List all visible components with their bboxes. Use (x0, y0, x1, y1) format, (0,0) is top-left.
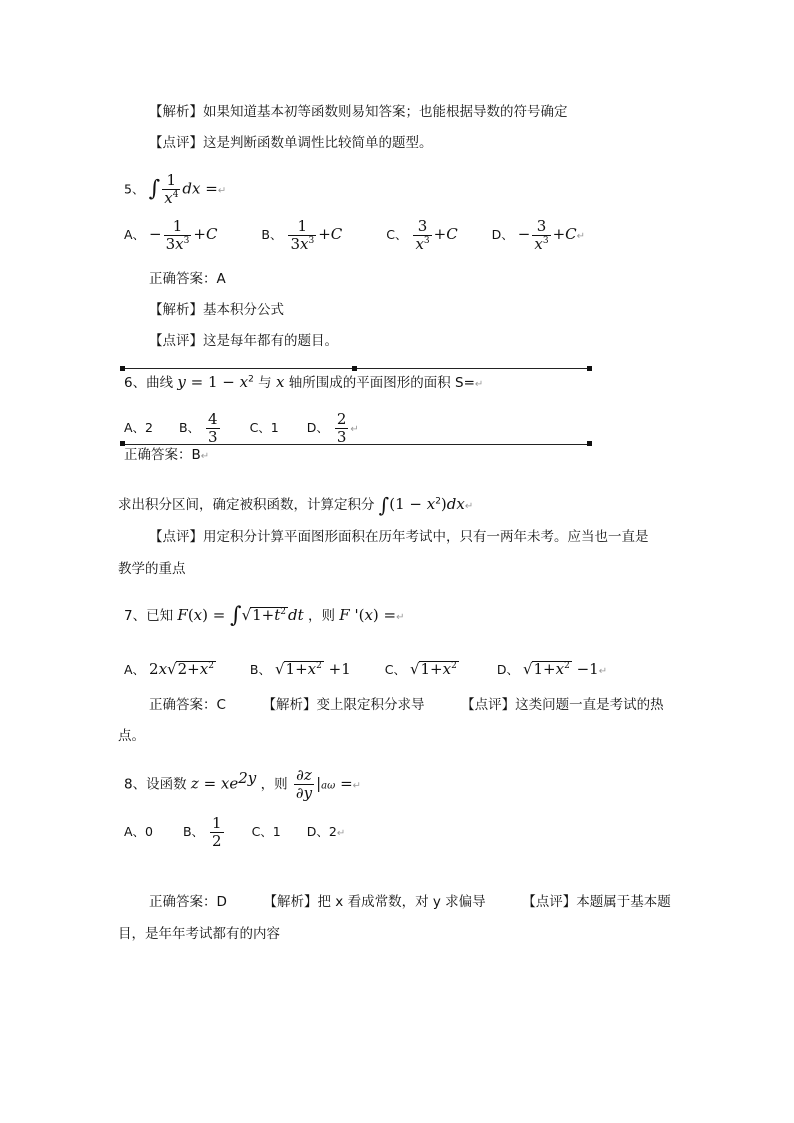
q7-answer-line (149, 699, 664, 713)
q8-comment: 【点评】本题属于基本题 (522, 894, 671, 910)
q8-answer: 正确答案：D (149, 894, 227, 910)
q7-options: A、 $2x√2+x^2$ B、 $√1+x^2 +1$ C、 $√1+x^2$ D、 $√1+x^2$ −1↵ (124, 660, 608, 678)
q6-explain: 求出积分区间，确定被积函数，计算定积分 $\int(1 - x^2)dx↵$ (118, 493, 474, 517)
resize-handle[interactable] (587, 366, 592, 371)
q7-option-d: D、 (496, 662, 519, 677)
q7-question: 7、已知 $F(x) = \int√1+t^2$ dt ，则 F '(x) =↵ (124, 603, 405, 628)
q7-option-a: A、 (124, 662, 146, 677)
q4-analysis: 【解析】如果知道基本初等函数则易知答案；也能根据导数的符号确定 (149, 104, 568, 120)
q5-option-b: B、 (261, 226, 283, 242)
q8-options: A、0 B、 $\frac{1}{2}$ C、1 D、2↵ (124, 814, 346, 850)
q6-answer: 正确答案：B↵ (124, 447, 210, 463)
q5-option-c: C、 (386, 226, 408, 242)
q6-option-d: D、 (306, 419, 329, 435)
q7-analysis: 【解析】变上限定积分求导 (262, 697, 425, 713)
q8-answer-line (149, 896, 671, 910)
q8-analysis: 【解析】把 x 看成常数，对 y 求偏导 (263, 894, 486, 910)
q5-question: 5、 ∫ $\frac{1}{x^4}$ dx =↵ (124, 171, 227, 207)
q8-option-a: A、0 (124, 823, 154, 839)
q6-question: 6、曲线 $y = 1 - x^2$ 与 x 轴所围成的平面图形的面积 S=↵ (124, 373, 484, 391)
q7-comment-line2: 点。 (118, 728, 145, 744)
q7-comment: 【点评】这类问题一直是考试的热 (461, 697, 664, 713)
q6-options: A、2 B、 $\frac{4}{3}$ C、1 D、 $\frac{2}{3}$ ↵ (124, 410, 359, 446)
q5-options: A、 − $\frac{1}{3x^3}$ +C B、 $\frac{1}{3x^3}$ +C C、 $\frac{3}{x^3}$ +C D、 − $\frac{3}{x^3}$ +C↵ (124, 217, 585, 253)
q5-analysis: 【解析】基本积分公式 (149, 302, 284, 318)
q6-option-a: A、2 (124, 419, 154, 435)
q6-comment-line2: 教学的重点 (118, 561, 186, 577)
q5-comment: 【点评】这是每年都有的题目。 (149, 333, 338, 349)
q8-option-b: B、 (182, 823, 205, 839)
q6-option-b: B、 (178, 419, 201, 435)
q8-comment-line2: 目，是年年考试都有的内容 (118, 926, 280, 942)
q5-equation: dx = (182, 179, 218, 198)
q8-option-d: D、2 (306, 823, 337, 839)
q5-number: 5、 (124, 181, 145, 197)
q5-option-a: A、 (124, 226, 146, 242)
q5-option-d: D、 (491, 226, 514, 242)
q8-option-c: C、1 (251, 823, 281, 839)
q4-comment: 【点评】这是判断函数单调性比较简单的题型。 (149, 135, 433, 151)
q8-number: 8、设函数 (124, 776, 187, 793)
q6-comment-line1: 【点评】用定积分计算平面图形面积在历年考试中，只有一两年未考。应当也一直是 (149, 529, 649, 545)
resize-handle[interactable] (120, 366, 125, 371)
q7-number: 7、已知 (124, 608, 174, 624)
q7-option-c: C、 (384, 662, 406, 677)
q7-answer: 正确答案：C (149, 697, 226, 713)
q7-option-b: B、 (249, 662, 271, 677)
q6-option-c: C、1 (249, 419, 279, 435)
q6-number: 6、曲线 (124, 375, 174, 391)
resize-handle[interactable] (352, 366, 357, 371)
q5-answer: 正确答案：A (149, 271, 226, 287)
q8-question: 8、设函数 $z = xe^{2y}$ ，则 $\frac{\partial z}{\partial y}$ |aω =↵ (124, 766, 362, 802)
resize-handle[interactable] (587, 441, 592, 446)
